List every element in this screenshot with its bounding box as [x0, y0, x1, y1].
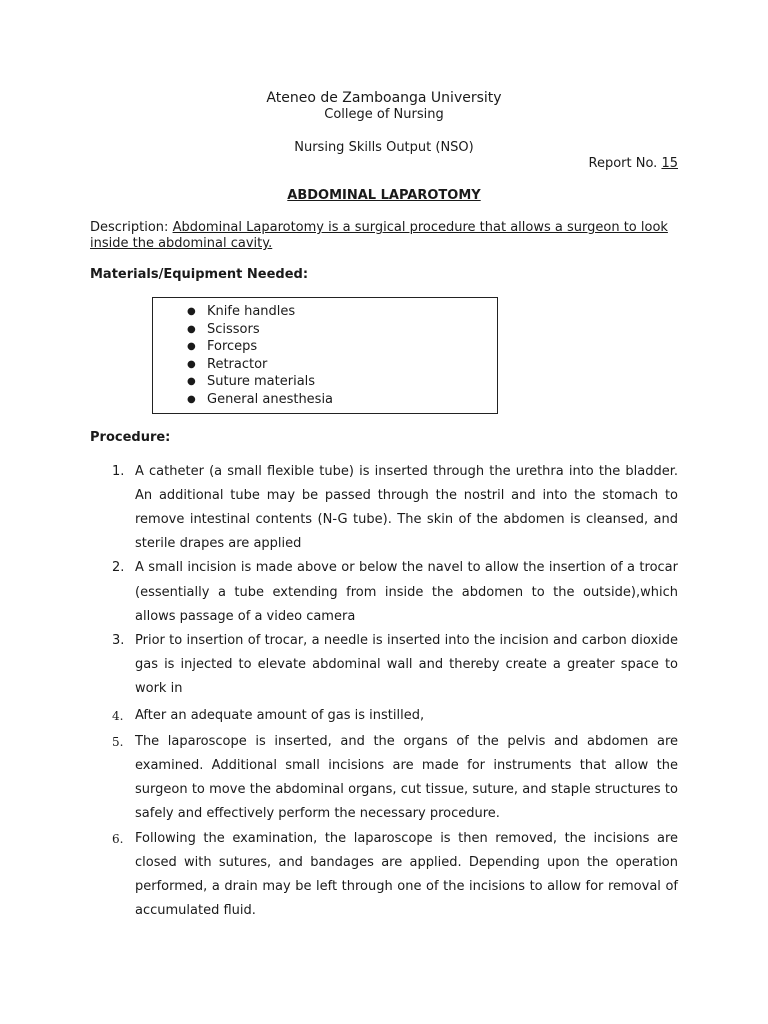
bullet-icon: ●	[187, 323, 196, 335]
procedure-heading: Procedure:	[90, 429, 171, 445]
procedure-step: 6. Following the examination, the laparoscope is then removed, the incisions are closed with sutures, and bandages are applied. Depending upon the operation performed, a drain may be left through one of the incisions to allow for removal of accumulated fluid.	[112, 830, 678, 919]
procedure-step: 5. The laparoscope is inserted, and the organs of the pelvis and abdomen are examined. Additional small incisions are made for instruments that allow the surgeon to move the abdominal organs, cut tissue, suture, and staple structures to safely and effectively perform the necessary procedure.	[112, 733, 678, 822]
college-name: College of Nursing	[324, 107, 444, 122]
list-item: ● General anesthesia	[187, 391, 334, 407]
document-title: ABDOMINAL LAPAROTOMY	[287, 188, 481, 203]
description-label: Description:	[90, 220, 173, 235]
procedure-steps	[90, 460, 678, 924]
bullet-icon: ●	[187, 393, 196, 405]
materials-heading: Materials/Equipment Needed:	[90, 267, 309, 282]
procedure-step: 4. After an adequate amount of gas is instilled,	[112, 707, 425, 723]
procedure-step: 3. Prior to insertion of trocar, a needle is inserted into the incision and carbon dioxide gas is injected to elevate abdominal wall and thereby create a greater space to work in	[112, 632, 678, 697]
bullet-icon: ●	[187, 376, 196, 388]
materials-list	[153, 303, 497, 409]
description-text: Abdominal Laparotomy is a surgical procedure that allows a surgeon to look inside the abdominal cavity.	[90, 220, 668, 251]
bullet-icon: ●	[187, 358, 196, 370]
output-title: Nursing Skills Output (NSO)	[294, 140, 474, 155]
document-page	[90, 88, 678, 923]
report-number: 15	[661, 156, 678, 171]
list-item: ● Forceps	[187, 339, 258, 355]
description	[90, 220, 678, 252]
list-item: ● Knife handles	[187, 304, 296, 319]
list-item: ● Retractor	[187, 356, 268, 372]
bullet-icon: ●	[187, 306, 196, 317]
procedure-step: 2. A small incision is made above or below the navel to allow the insertion of a trocar (essentially a tube extending from inside the abdomen to the outside),which allows passage of a video camera	[112, 560, 678, 624]
materials-box	[152, 297, 498, 414]
university-name: Ateneo de Zamboanga University	[266, 90, 502, 106]
procedure-step: 1. A catheter (a small flexible tube) is inserted through the urethra into the bladder. An additional tube may be passed through the nostril and into the stomach to remove intestinal contents (N-G tube). The skin of the abdomen is cleansed, and sterile drapes are applied	[112, 463, 678, 552]
bullet-icon: ●	[187, 341, 196, 353]
list-item: ● Suture materials	[187, 374, 316, 390]
report-label: Report No.	[588, 156, 662, 171]
list-item: ● Scissors	[187, 321, 260, 337]
report-number-line	[90, 156, 678, 172]
